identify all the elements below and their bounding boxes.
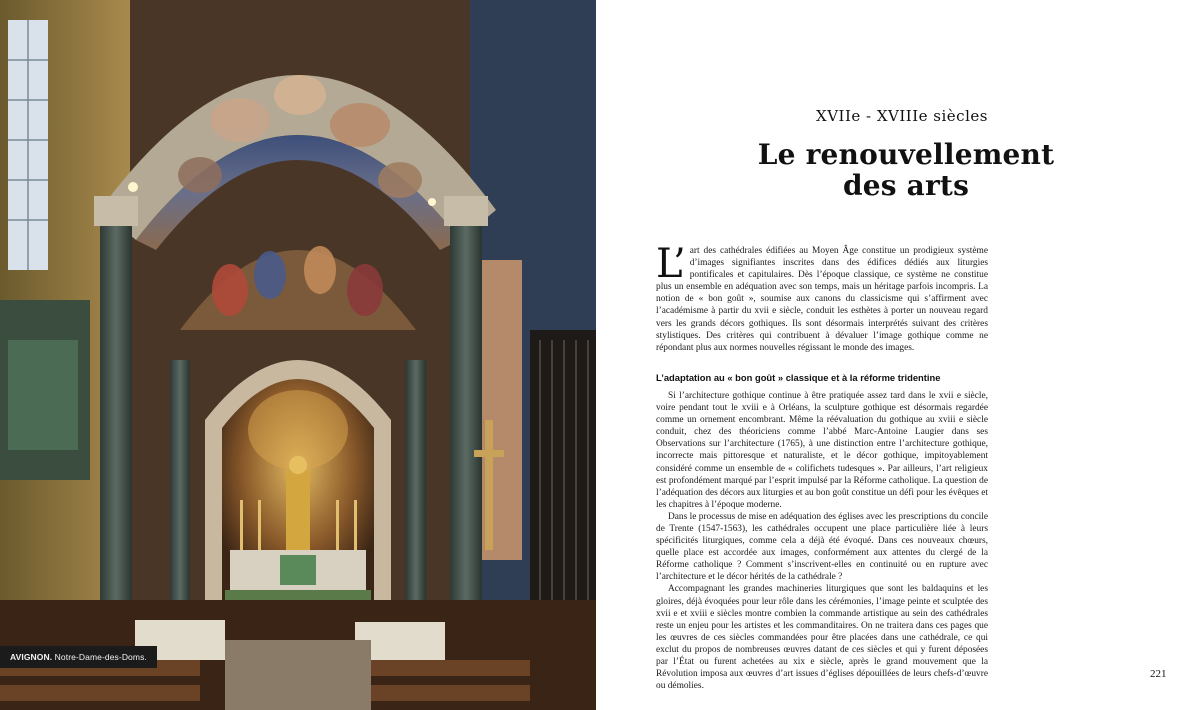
title-line-1: Le renouvellement <box>757 138 1055 171</box>
section-kicker: XVIIe - XVIIIe siècles <box>816 107 988 125</box>
paragraph-1: Si l’architecture gothique continue à être pratiquée assez tard dans le xvii e siècle, voire pendant tout le xviii e à Orléans, la sculpture gothique est désormais regardée comme un ornement encombrant. Même la réévaluation du gothique au xviii e siècle conduit, chez des théoriciens comme l’abbé Marc-Antoine Laugier dans ses Observations sur l’architecture (1765), à une distinction entre l’architecture gothique, incorrecte mais pittoresque et naturaliste, et le décor gothique, impitoyablement considéré comme un ensemble de « colifichets tudesques ». Par ailleurs, l’art religieux est profondément marqué par l’esprit impulsé par la Réforme catholique. La question de l’adéquation des décors aux liturgies et au bon goût constitue un défi pour les évêques et les chapitres à l’époque moderne. <box>656 390 988 510</box>
page-title <box>596 139 1191 201</box>
drop-cap: L’ <box>656 241 686 287</box>
caption-text: Notre-Dame-des-Doms. <box>52 652 147 662</box>
page-number: 221 <box>1150 668 1167 680</box>
intro-paragraph: art des cathédrales édifiées au Moyen Âge constitue un prodigieux système d’images signifiantes inscrites dans des édifices dédiés aux liturgies pontificales et capitulaires. Dès l’époque classique, ce système ne constitue plus un ensemble en adéquation avec son temps, mais un héritage parfois incompris. La notion de « bon goût », soumise aux canons du classicisme qui s’affirment avec l’académisme à partir du xvii e siècle, conduit les esthètes à porter un nouveau regard vers les grands décors gothiques. Ils sont désormais interprétés suivant des critères stylistiques. Des critères qui contribuent à dévaluer l’image gothique comme ne répondant plus aux normes nouvelles régissant le monde des images. <box>656 246 988 353</box>
title-line-2: des arts <box>842 169 970 202</box>
paragraph-2: Dans le processus de mise en adéquation des églises avec les prescriptions du concile de Trente (1547-1563), les cathédrales occupent une place particulière liée à leurs spécificités liturgiques, comme cela a déjà été évoqué. Dans ces nouveaux chœurs, quelle place est accordée aux images, conformément aux attentes du clergé de la Réforme catholique ? Comment s’inscrivent-elles en continuité ou en rupture avec l’architecture et le décor hérités de la cathédrale ? <box>656 511 988 583</box>
caption-place: AVIGNON. <box>10 652 53 662</box>
section-subheading: L’adaptation au « bon goût » classique et à la réforme tridentine <box>656 371 941 383</box>
paragraph-3: Accompagnant les grandes machineries liturgiques que sont les baldaquins et les gloires, déjà évoquées pour leur rôle dans les cérémonies, l’image peinte et sculptée des xvii e et xviii e siècles montre combien la commande artistique au sein des cathédrales reste un enjeu pour les artistes et les commanditaires. On ne traitera dans ces pages que les œuvres de ces siècles commandées pour être placées dans une cathédrale, ce qui exclut du propos de nombreuses œuvres datant de ces siècles et qui y furent déposées par l’État ou furent achetées au xix e siècle, après le grand mouvement que la Révolution imposa aux œuvres d’art issues d’églises dépouillées de leurs chefs-d’œuvre ou démolies. <box>656 584 988 692</box>
photo-caption <box>0 646 157 668</box>
article-body <box>656 241 988 692</box>
